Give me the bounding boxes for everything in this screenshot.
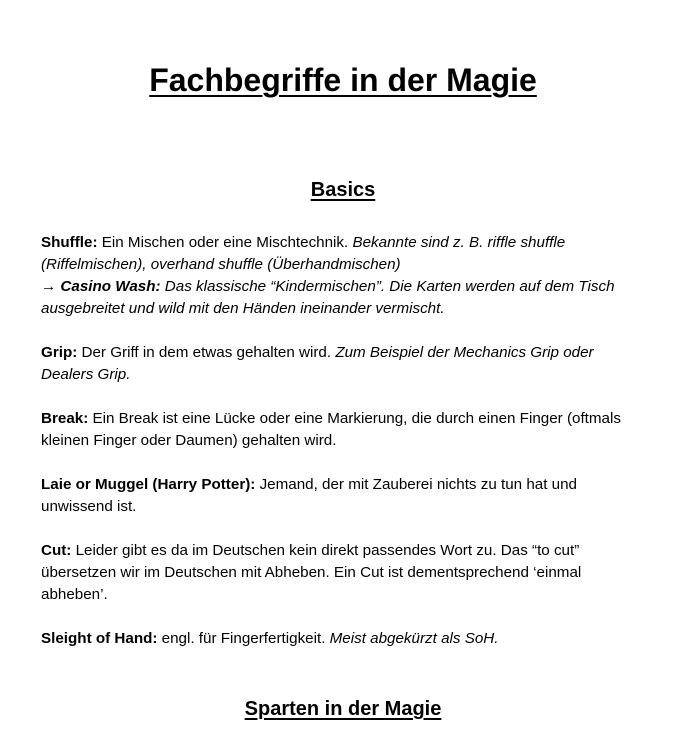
glossary-entry-sleight-of-hand [41, 628, 641, 650]
section-heading-sparten: Sparten in der Magie [244, 698, 442, 720]
example-grip: Zum Beispiel der Mechanics Grip oder Dealers Grip. [41, 344, 594, 383]
glossary-entry-break [41, 408, 641, 452]
glossary-entry-grip [41, 342, 641, 386]
definition-casino-wash: Das klassische “Kindermischen”. Die Karten werden auf dem Tisch ausgebreitet und wild mit den Händen ineinander vermischt. [41, 278, 615, 317]
term-grip: Grip: [41, 344, 78, 361]
definition-laie: Jemand, der mit Zauberei nichts zu tun hat und unwissend ist. [41, 476, 577, 515]
term-sleight-of-hand: Sleight of Hand: [41, 630, 158, 647]
section-heading-basics: Basics [310, 179, 376, 201]
term-shuffle: Shuffle: [41, 234, 98, 251]
definition-grip: Der Griff in dem etwas gehalten wird. [77, 344, 336, 361]
glossary-entry-laie [41, 474, 641, 518]
term-cut: Cut: [41, 542, 72, 559]
term-break: Break: [41, 410, 89, 427]
definition-shuffle: Ein Mischen oder eine Mischtechnik. [97, 234, 353, 251]
document-title: Fachbegriffe in der Magie [149, 62, 537, 98]
definition-cut: Leider gibt es da im Deutschen kein direkt passendes Wort zu. Das “to cut” übersetzen wir im Deutschen mit Abheben. Ein Cut ist dementsprechend ‘einmal abheben’. [41, 542, 582, 603]
definition-break: Ein Break ist eine Lücke oder eine Markierung, die durch einen Finger (oftmals kleinen Finger oder Daumen) gehalten wird. [41, 410, 621, 449]
glossary-entry-cut [41, 540, 641, 606]
example-sleight-of-hand: Meist abgekürzt als SoH. [329, 630, 499, 647]
glossary-entry-shuffle [41, 232, 641, 320]
definition-sleight-of-hand: engl. für Fingerfertigkeit. [157, 630, 330, 647]
arrow-icon: → [41, 278, 61, 295]
term-casino-wash: Casino Wash: [60, 278, 161, 295]
term-laie: Laie or Muggel (Harry Potter): [41, 476, 256, 493]
example-shuffle: Bekannte sind z. B. riffle shuffle (Riffelmischen), overhand shuffle (Überhandmischen) [41, 234, 566, 273]
